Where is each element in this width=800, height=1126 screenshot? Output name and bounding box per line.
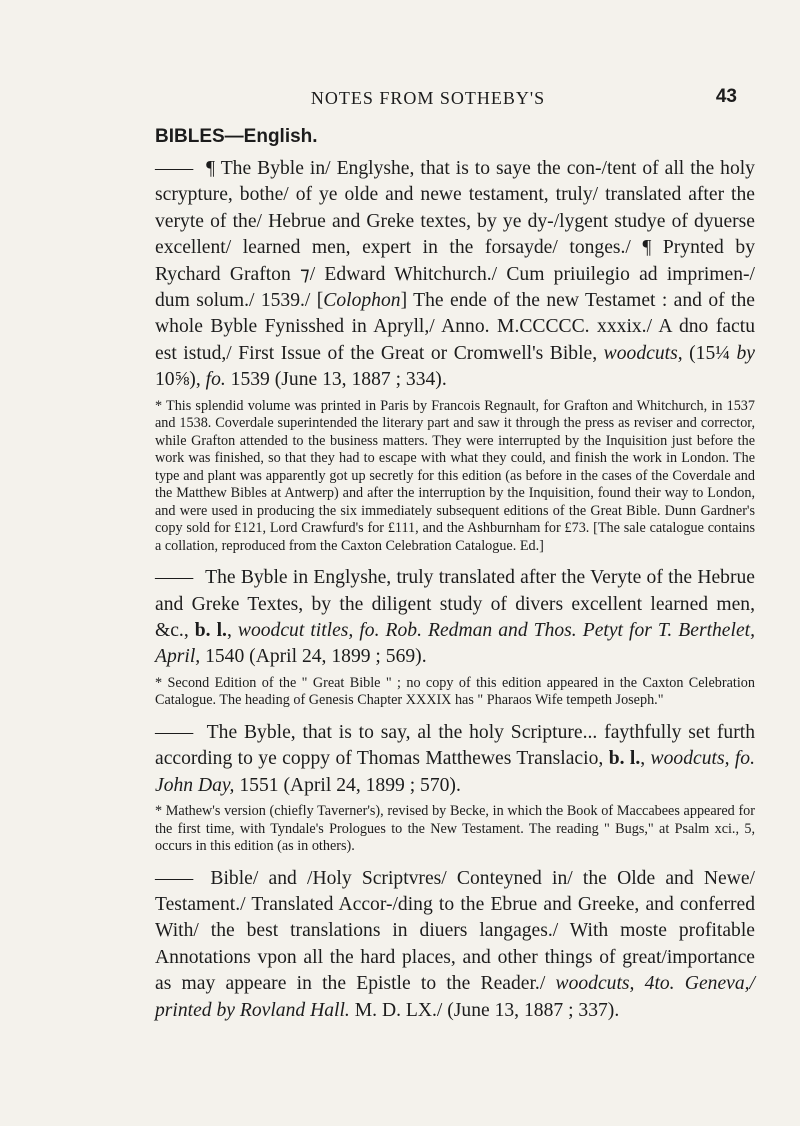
entry-dash: —— bbox=[155, 867, 193, 889]
entry-text: 1539 (June 13, 1887 ; 334). bbox=[225, 369, 447, 391]
entry-text: (15 bbox=[682, 342, 716, 364]
entry-text: The Byble in/ Englyshe, that is to saye the con-/tent of all the holy scrypture, bothe/ of ye olde and newe testament, truly/ translated after the veryte of the/ Hebrue and Greke textes, by ye dy-/lygent studye of dyuerse excellent/ learned men, expert in the forsayde/ tonges./ bbox=[155, 158, 755, 259]
entry-text: 10 bbox=[155, 369, 175, 391]
entry-text: M. D. LX./ (June 13, 1887 ; 337). bbox=[349, 999, 620, 1021]
entry-text: Prynted by Rychard Grafton ⁊/ Edward Whitchurch./ Cum priuilegio ad imprimen-/ dum solum./ 1539./ [ bbox=[155, 237, 755, 312]
entry-text: The Byble in Englyshe, truly translated after the Veryte of the Hebrue and Greke Textes, by the diligent study of divers excellent learned men, &c., bbox=[155, 567, 755, 641]
section-heading: BIBLES—English. bbox=[155, 126, 318, 147]
fraction: ¼ bbox=[715, 342, 730, 364]
page-number: 43 bbox=[715, 86, 737, 107]
bible-entry bbox=[155, 866, 755, 1024]
entry-italic: woodcuts, bbox=[603, 342, 683, 364]
colophon-label: Colophon bbox=[323, 290, 401, 312]
black-letter-mark: b. l. bbox=[194, 619, 227, 641]
bible-entry bbox=[155, 720, 755, 799]
entry-dash: —— bbox=[155, 158, 193, 179]
entry-italic: woodcuts, 4to. Geneva,/ printed by Rovland Hall. bbox=[155, 973, 755, 1021]
entry-italic: fo. bbox=[205, 369, 226, 391]
pilcrow-icon: ¶ bbox=[642, 237, 652, 259]
entry-note: * Second Edition of the " Great Bible " ; no copy of this edition appeared in the Caxton Celebration Catalogue. The heading of Genesis Chapter XXXIX has " Pharaos Wife tempeth Joseph." bbox=[155, 674, 755, 709]
bible-entry bbox=[155, 565, 755, 671]
entry-text: Bible/ and /Holy Scriptvres/ Conteyned in/ the Olde and Newe/ Testament./ Translated Accor-/ding to the Ebrue and Greeke, and conferred With/ the best translations in diuers langages./ With moste profitable Annotations vpon all the hard places, and other things of great/importance as may appeare in the Epistle to the Reader./ bbox=[155, 867, 755, 995]
entry-note: * This splendid volume was printed in Paris by Francois Regnault, for Grafton and Whitchurch, in 1537 and 1538. Coverdale superintended the literary part and saw it through the press as reviser and corrector, while Grafton attended to the business matters. They were interrupted by the Inquisition just before the work was finished, so that they had to escape with what they could, and finish the work in London. The type and plant was apparently got up secretly for this edition (as before in the cases of the Coverdale and the Matthew Bibles at Antwerp) and after the interruption by the Inquisition, found their way to London, and were used in producing the six immediately subsequent editions of the Great Bible. Dunn Gardner's copy sold for £121, Lord Crawfurd's for £111, and the Ashburnham for £73. [The sale catalogue contains a collation, reproduced from the Caxton Celebration Catalogue. Ed.] bbox=[155, 397, 755, 554]
entry-text: 1540 (April 24, 1899 ; 569). bbox=[200, 646, 427, 668]
entry-text: 1551 (April 24, 1899 ; 570). bbox=[234, 774, 461, 796]
black-letter-mark: b. l. bbox=[608, 748, 641, 770]
fraction: ⅝ bbox=[174, 369, 190, 391]
entry-italic: woodcuts, fo. John Day, bbox=[155, 748, 756, 796]
entry-dash: —— bbox=[155, 567, 193, 589]
entry-note: * Mathew's version (chiefly Taverner's), revised by Becke, in which the Book of Maccabees appeared for the first time, with Tyndale's Prologues to the New Testament. The reading " Bugs," at Psalm xci., 5, occurs in this edition (as in others). bbox=[155, 803, 755, 854]
pilcrow-icon: ¶ bbox=[206, 158, 216, 179]
entry-italic: by bbox=[736, 342, 755, 364]
entry-text: , bbox=[226, 619, 238, 641]
running-head: NOTES FROM SOTHEBY'S bbox=[310, 88, 546, 108]
entry-dash: —— bbox=[155, 721, 193, 743]
entry-text: , bbox=[640, 748, 651, 770]
entry-text: The Byble, that is to say, al the holy Scripture... faythfully set furth according to ye coppy of Thomas Matthewes Translacio, bbox=[155, 721, 755, 770]
entry-text: ), bbox=[189, 369, 206, 391]
page-body bbox=[155, 156, 755, 1024]
entry-text: ] The ende of the new Testamet : and of the whole Byble Fynisshed in Apryll,/ Anno. M.CCCCC. xxxix./ A dno factu est istud,/ First Issue of the Great or Cromwell's Bible, bbox=[155, 290, 755, 364]
entry-italic: woodcut titles, fo. Rob. Redman and Thos. Petyt for T. Berthelet, April, bbox=[155, 619, 755, 668]
bible-entry bbox=[155, 156, 755, 394]
